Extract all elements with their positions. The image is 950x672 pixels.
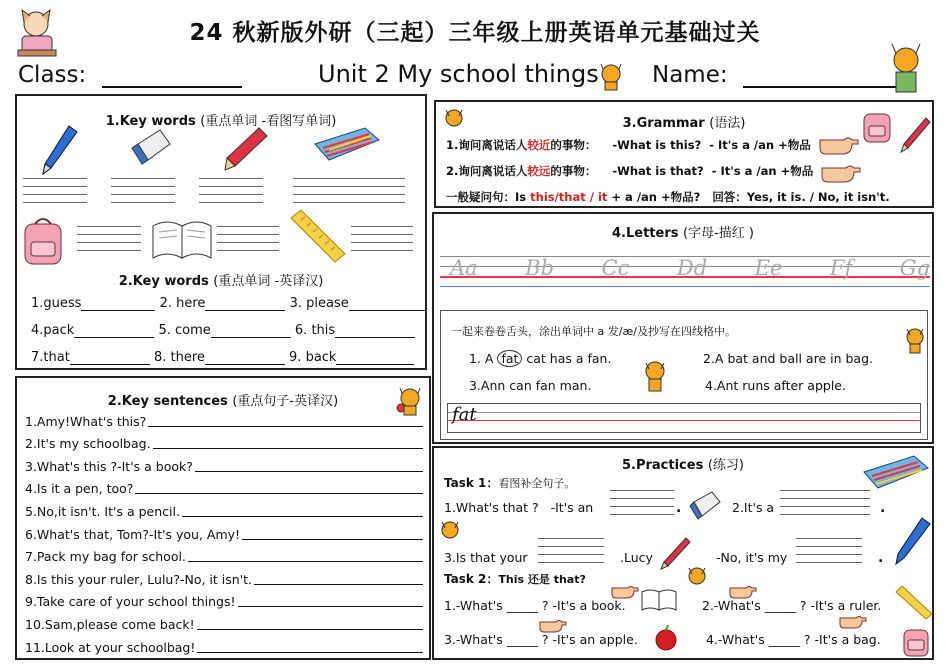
pointing-hand-icon — [818, 130, 860, 158]
phonics-sentence-1: 1. A fat cat has a fan. — [469, 351, 612, 366]
name-input[interactable] — [743, 86, 898, 88]
word-please: 3. please — [289, 296, 349, 311]
circled-word[interactable]: fat — [497, 350, 522, 367]
word-guess: 1.guess — [31, 296, 82, 311]
phonics-box — [440, 310, 928, 440]
pencil-case-icon — [862, 454, 932, 494]
trace-word: fat — [452, 404, 477, 425]
word-that: 7.that — [31, 350, 70, 365]
fox-icon — [442, 106, 466, 132]
apple-icon — [652, 624, 680, 652]
grammar-heading: 3.Grammar (语法) — [622, 116, 746, 131]
pencil-icon — [223, 126, 269, 170]
class-field — [18, 62, 242, 88]
phonics-sentence-4: 4.Ant runs after apple. — [705, 378, 846, 393]
writing-grid[interactable] — [447, 403, 921, 433]
sentence-item: 7.Pack my bag for school. — [25, 542, 423, 565]
pencil-icon — [900, 116, 932, 154]
pen-icon — [39, 124, 79, 176]
girl-reading-icon — [12, 6, 62, 60]
key-words-2-heading: 2.Key words (重点单词 -英译汉) — [118, 274, 324, 289]
word-back: 9. back — [289, 350, 337, 365]
ruler-icon — [287, 208, 349, 266]
word-there: 8. there — [153, 350, 205, 365]
schoolbag-icon — [860, 106, 894, 144]
task2-question-4: 4.-What's _____ ? -It's a bag. — [706, 632, 881, 647]
page-title: 24 秋新版外研（三起）三年级上册英语单元基础过关 — [189, 20, 761, 46]
word-this: 6. this — [294, 323, 336, 338]
book-icon — [149, 216, 215, 262]
key-words-row — [31, 350, 414, 365]
sentence-item: 2.It's my schoolbag. — [25, 429, 423, 452]
task2-question-1: 1.-What's _____ ? -It's a book. — [444, 598, 626, 613]
key-words-box — [15, 94, 427, 370]
phonics-sentence-3: 3.Ann can fan man. — [469, 378, 592, 393]
grammar-line-1: 1.询问离说话人较近的事物： -What is this? - It's a /an +物品 — [446, 138, 811, 152]
task2-question-2: 2.-What's _____ ? -It's a ruler. — [702, 598, 882, 613]
ruler-icon — [894, 584, 934, 620]
pencil-case-icon — [313, 126, 383, 166]
fox-icon — [684, 564, 710, 594]
task1-title: Task 1：看图补全句子。 — [444, 476, 576, 490]
class-label: Class: — [18, 62, 87, 88]
schoolbag-icon — [19, 214, 69, 268]
fox-icon — [438, 518, 462, 546]
letter-pair: Bb — [525, 256, 555, 280]
sentence-item: 1.Amy!What's this? — [25, 406, 423, 429]
grammar-line-2: 2.询问离说话人较远的事物： -What is that? - It's a /an +物品 — [446, 164, 814, 178]
sentence-item: 3.What's this ?-It's a book? — [25, 451, 423, 474]
pointing-hand-icon — [610, 580, 640, 600]
letter-pair: Dd — [676, 256, 708, 280]
phonics-sentence-2: 2.A bat and ball are in bag. — [703, 351, 873, 366]
key-words-1-heading: 1.Key words (重点单词 -看图写单词) — [105, 114, 337, 129]
word-pack: 4.pack — [31, 323, 75, 338]
task2-question-3: 3.-What's _____ ? -It's an apple. — [444, 632, 638, 647]
name-label: Name: — [652, 62, 728, 88]
grammar-line-3: 一般疑问句：Is this/that / it + a /an +物品? 回答：Yes, it is. / No, it isn't. — [446, 190, 890, 204]
letter-pair: Gg — [899, 256, 930, 280]
fox-girl-icon — [884, 40, 928, 96]
fox-icon — [639, 359, 671, 395]
unit-title: Unit 2 My school things — [318, 60, 599, 88]
pointing-hand-icon — [538, 614, 568, 634]
sentence-item: 4.Is it a pen, too? — [25, 474, 423, 497]
task2-title: Task 2：This 还是 that? — [444, 572, 586, 586]
pen-icon — [892, 516, 932, 566]
fox-icon — [596, 58, 626, 90]
schoolbag-icon — [900, 622, 932, 658]
sentence-item: 9.Take care of your school things! — [25, 587, 423, 610]
phonics-instruction: 一起来卷卷舌头，涂出单词中 a 发/æ/及抄写在四线格中。 — [451, 325, 736, 338]
grammar-box — [434, 100, 934, 208]
word-here: 2. here — [159, 296, 206, 311]
task1-q3-answer: -No, it's my — [716, 550, 788, 565]
letter-tracing-row — [450, 256, 930, 280]
fox-icon — [903, 325, 927, 355]
sentence-item: 8.Is this your ruler, Lulu?-No, it isn't. — [25, 564, 423, 587]
task1-q3-lucy: .Lucy — [620, 550, 653, 565]
sentence-item: 5.No,it isn't. It's a pencil. — [25, 496, 423, 519]
practices-heading: 5.Practices (练习) — [621, 458, 745, 473]
task1-question-3: 3.Is that your — [444, 550, 528, 565]
pointing-hand-icon — [820, 158, 862, 186]
letter-pair: Cc — [601, 256, 630, 280]
key-sentences-heading: 2.Key sentences (重点句子-英译汉) — [107, 394, 339, 409]
task1-question-1: 1.What's that ? -It's an — [444, 500, 594, 515]
key-sentences-box — [15, 376, 431, 660]
letter-pair: Aa — [450, 256, 478, 280]
pointing-hand-icon — [838, 610, 868, 630]
key-words-row — [31, 323, 415, 338]
sentence-item: 10.Sam,please come back! — [25, 609, 423, 632]
task1-question-2: 2.It's a — [732, 500, 775, 515]
practices-box: 5.Practices (练习) Task 1：看图补全句子。 1.What's that ? -It's an . 2.It's a . 3.Is that your .Lucy -No, it's my . Task 2：This 还是 that? 1.-What's _____ ? -It's a book. 2.-What's _____ ? -It's a ruler. 3.-What's _____ ? -It's an apple. 4.-What's _____ ? -It's a bag. — [432, 446, 934, 660]
eraser-icon — [130, 126, 174, 168]
word-come: 5. come — [158, 323, 211, 338]
letters-box — [432, 212, 934, 444]
name-field — [652, 62, 898, 88]
sentence-list — [25, 406, 423, 655]
letters-heading: 4.Letters (字母-描红 ) — [612, 226, 754, 241]
sentence-item: 6.What's that, Tom?-It's you, Amy! — [25, 519, 423, 542]
eraser-icon — [688, 488, 722, 522]
class-input[interactable] — [102, 86, 242, 88]
pointing-hand-icon — [728, 580, 758, 600]
letter-pair: Ee — [754, 256, 783, 280]
key-words-row — [31, 296, 425, 311]
book-icon — [640, 586, 678, 612]
sentence-item: 11.Look at your schoolbag! — [25, 632, 423, 655]
letter-pair: Ff — [829, 256, 853, 280]
